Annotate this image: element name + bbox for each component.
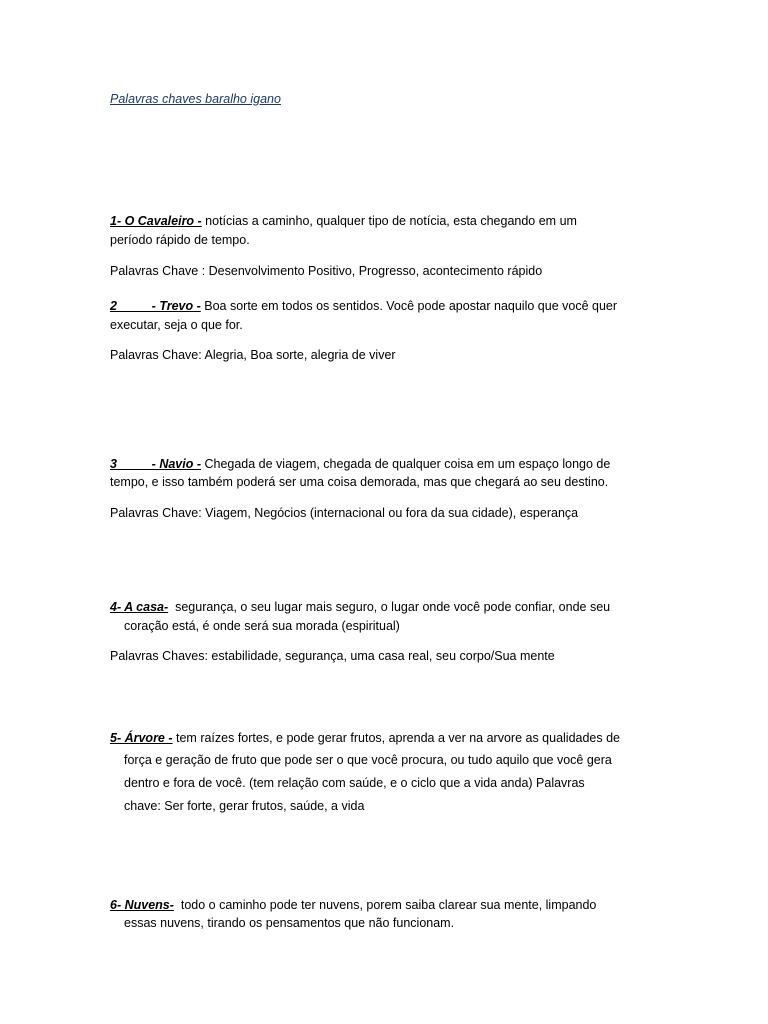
- entry-1-text-2: período rápido de tempo.: [110, 233, 250, 247]
- entry-5-text-3: dentro e fora de você. (tem relação com saúde, e o ciclo que a vida anda) Palavras: [124, 776, 585, 790]
- entry-4-keywords: Palavras Chaves: estabilidade, segurança, uma casa real, seu corpo/Sua mente: [110, 649, 555, 663]
- entry-6-text-1: todo o caminho pode ter nuvens, porem saiba clarear sua mente, limpando: [173, 898, 597, 912]
- entry-4-line-1: [110, 598, 610, 616]
- entry-5-text-1: tem raízes fortes, e pode gerar frutos, aprenda a ver na arvore as qualidades de: [172, 731, 621, 745]
- entry-4-heading: 4- A casa-: [110, 600, 169, 614]
- entry-3-keywords: Palavras Chave: Viagem, Negócios (internacional ou fora da sua cidade), esperança: [110, 506, 579, 520]
- entry-6-text-2: essas nuvens, tirando os pensamentos que não funcionam.: [124, 916, 455, 930]
- entry-1-line-1: [110, 212, 577, 230]
- entry-5-heading: 5- Árvore -: [110, 731, 173, 745]
- entry-4-text-1: segurança, o seu lugar mais seguro, o lugar onde você pode confiar, onde seu: [168, 600, 611, 614]
- entry-2-heading: 2 - Trevo -: [110, 299, 201, 313]
- entry-4-text-2: coração está, é onde será sua morada (espiritual): [124, 619, 400, 633]
- entry-2-text-2: executar, seja o que for.: [110, 318, 243, 332]
- entry-6-heading: 6- Nuvens-: [110, 898, 174, 912]
- entry-2-text-1: Boa sorte em todos os sentidos. Você pode apostar naquilo que você quer: [200, 299, 618, 313]
- entry-3-heading: 3 - Navio -: [110, 457, 201, 471]
- entry-5-text-4: chave: Ser forte, gerar frutos, saúde, a vida: [124, 799, 365, 813]
- entry-3-text-1: Chegada de viagem, chegada de qualquer coisa em um espaço longo de: [201, 457, 611, 471]
- entry-5-text-2: força e geração de fruto que pode ser o que você procura, ou tudo aquilo que você gera: [124, 753, 612, 767]
- entry-6-line-1: [110, 896, 596, 914]
- entry-5-line-1: [110, 729, 620, 747]
- entry-2-line-1: [110, 297, 617, 315]
- document-title: Palavras chaves baralho igano: [110, 92, 281, 106]
- entry-2-keywords: Palavras Chave: Alegria, Boa sorte, alegria de viver: [110, 348, 396, 362]
- entry-3-text-2: tempo, e isso também poderá ser uma coisa demorada, mas que chegará ao seu destino.: [110, 475, 609, 489]
- entry-1-heading: 1- O Cavaleiro -: [110, 214, 202, 228]
- entry-3-line-1: [110, 455, 610, 473]
- entry-1-keywords: Palavras Chave : Desenvolvimento Positivo, Progresso, acontecimento rápido: [110, 264, 543, 278]
- entry-1-text-1: notícias a caminho, qualquer tipo de notícia, esta chegando em um: [201, 214, 577, 228]
